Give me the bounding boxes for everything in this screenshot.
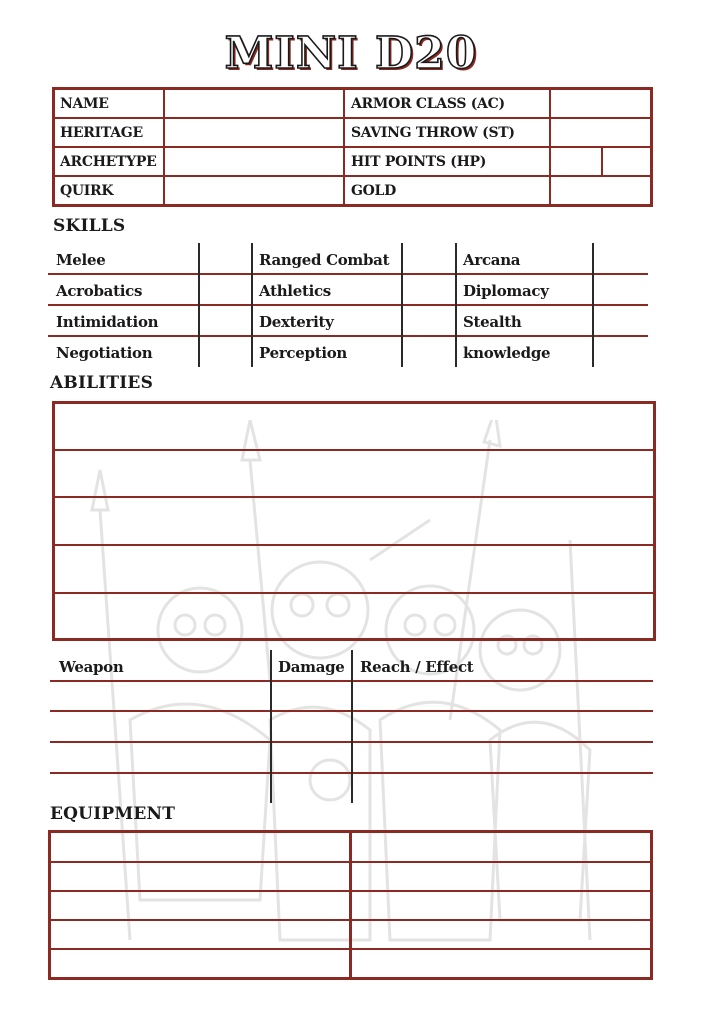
- divider: [549, 90, 551, 204]
- sheet-title: MINI D20: [224, 28, 478, 79]
- reach-effect-column-header: Reach / Effect: [360, 658, 474, 676]
- skill-stealth-field[interactable]: [594, 306, 648, 335]
- ability-line-2[interactable]: [55, 451, 653, 496]
- heritage-label: HERITAGE: [60, 125, 143, 141]
- damage-column-header: Damage: [278, 658, 345, 676]
- divider: [48, 273, 648, 275]
- skill-negotiation-label: Negotiation: [56, 344, 153, 362]
- skill-arcana-field[interactable]: [594, 243, 648, 273]
- quirk-field[interactable]: [166, 177, 342, 204]
- skill-dexterity-label: Dexterity: [259, 313, 334, 331]
- skill-perception-field[interactable]: [403, 337, 455, 367]
- skill-arcana-label: Arcana: [463, 251, 521, 269]
- skill-melee-field[interactable]: [200, 243, 251, 273]
- divider: [163, 90, 165, 204]
- ability-line-1[interactable]: [55, 404, 653, 449]
- equipment-slot-right-4[interactable]: [352, 921, 650, 948]
- abilities-heading: ABILITIES: [50, 373, 154, 393]
- divider: [343, 90, 345, 204]
- equipment-slot-left-5[interactable]: [51, 950, 349, 977]
- skill-diplomacy-label: Diplomacy: [463, 282, 549, 300]
- weapon-row-3[interactable]: [50, 743, 653, 772]
- skill-athletics-field[interactable]: [403, 275, 455, 304]
- gold-field[interactable]: [552, 177, 650, 204]
- archetype-field[interactable]: [166, 148, 342, 175]
- skill-intimidation-field[interactable]: [200, 306, 251, 335]
- ability-line-4[interactable]: [55, 546, 653, 592]
- skill-diplomacy-field[interactable]: [594, 275, 648, 304]
- armor-class-field[interactable]: [552, 90, 650, 117]
- saving-throw-field[interactable]: [552, 119, 650, 146]
- name-field[interactable]: [166, 90, 342, 117]
- divider: [48, 335, 648, 337]
- skill-acrobatics-label: Acrobatics: [56, 282, 143, 300]
- skill-stealth-label: Stealth: [463, 313, 522, 331]
- weapon-column-header: Weapon: [59, 658, 124, 676]
- hit-points-label: HIT POINTS (HP): [351, 154, 487, 170]
- armor-class-label: ARMOR CLASS (AC): [351, 96, 505, 112]
- saving-throw-label: SAVING THROW (ST): [351, 125, 515, 141]
- skill-ranged-combat-label: Ranged Combat: [259, 251, 390, 269]
- ability-line-5[interactable]: [55, 594, 653, 638]
- skill-negotiation-field[interactable]: [200, 337, 251, 367]
- weapon-row-4[interactable]: [50, 774, 653, 803]
- hit-points-current-field[interactable]: [552, 148, 600, 175]
- divider: [251, 243, 253, 367]
- weapon-row-2[interactable]: [50, 712, 653, 741]
- skill-dexterity-field[interactable]: [403, 306, 455, 335]
- name-label: NAME: [60, 96, 109, 112]
- equipment-slot-left-4[interactable]: [51, 921, 349, 948]
- equipment-heading: EQUIPMENT: [50, 804, 176, 824]
- equipment-slot-right-1[interactable]: [352, 833, 650, 861]
- skill-knowledge-field[interactable]: [594, 337, 648, 367]
- skills-heading: SKILLS: [53, 216, 126, 236]
- skill-ranged-combat-field[interactable]: [403, 243, 455, 273]
- divider: [455, 243, 457, 367]
- equipment-slot-left-3[interactable]: [51, 892, 349, 919]
- equipment-slot-right-5[interactable]: [352, 950, 650, 977]
- heritage-field[interactable]: [166, 119, 342, 146]
- equipment-slot-left-1[interactable]: [51, 833, 349, 861]
- equipment-slot-right-2[interactable]: [352, 863, 650, 890]
- skill-intimidation-label: Intimidation: [56, 313, 159, 331]
- divider: [601, 148, 603, 175]
- quirk-label: QUIRK: [60, 183, 114, 199]
- equipment-slot-right-3[interactable]: [352, 892, 650, 919]
- hit-points-max-field[interactable]: [604, 148, 650, 175]
- divider: [48, 304, 648, 306]
- ability-line-3[interactable]: [55, 498, 653, 544]
- skill-perception-label: Perception: [259, 344, 348, 362]
- gold-label: GOLD: [351, 183, 396, 199]
- skill-melee-label: Melee: [56, 251, 106, 269]
- skill-athletics-label: Athletics: [259, 282, 331, 300]
- skill-acrobatics-field[interactable]: [200, 275, 251, 304]
- weapon-row-1[interactable]: [50, 682, 653, 710]
- skill-knowledge-label: knowledge: [463, 344, 551, 362]
- equipment-slot-left-2[interactable]: [51, 863, 349, 890]
- archetype-label: ARCHETYPE: [60, 154, 157, 170]
